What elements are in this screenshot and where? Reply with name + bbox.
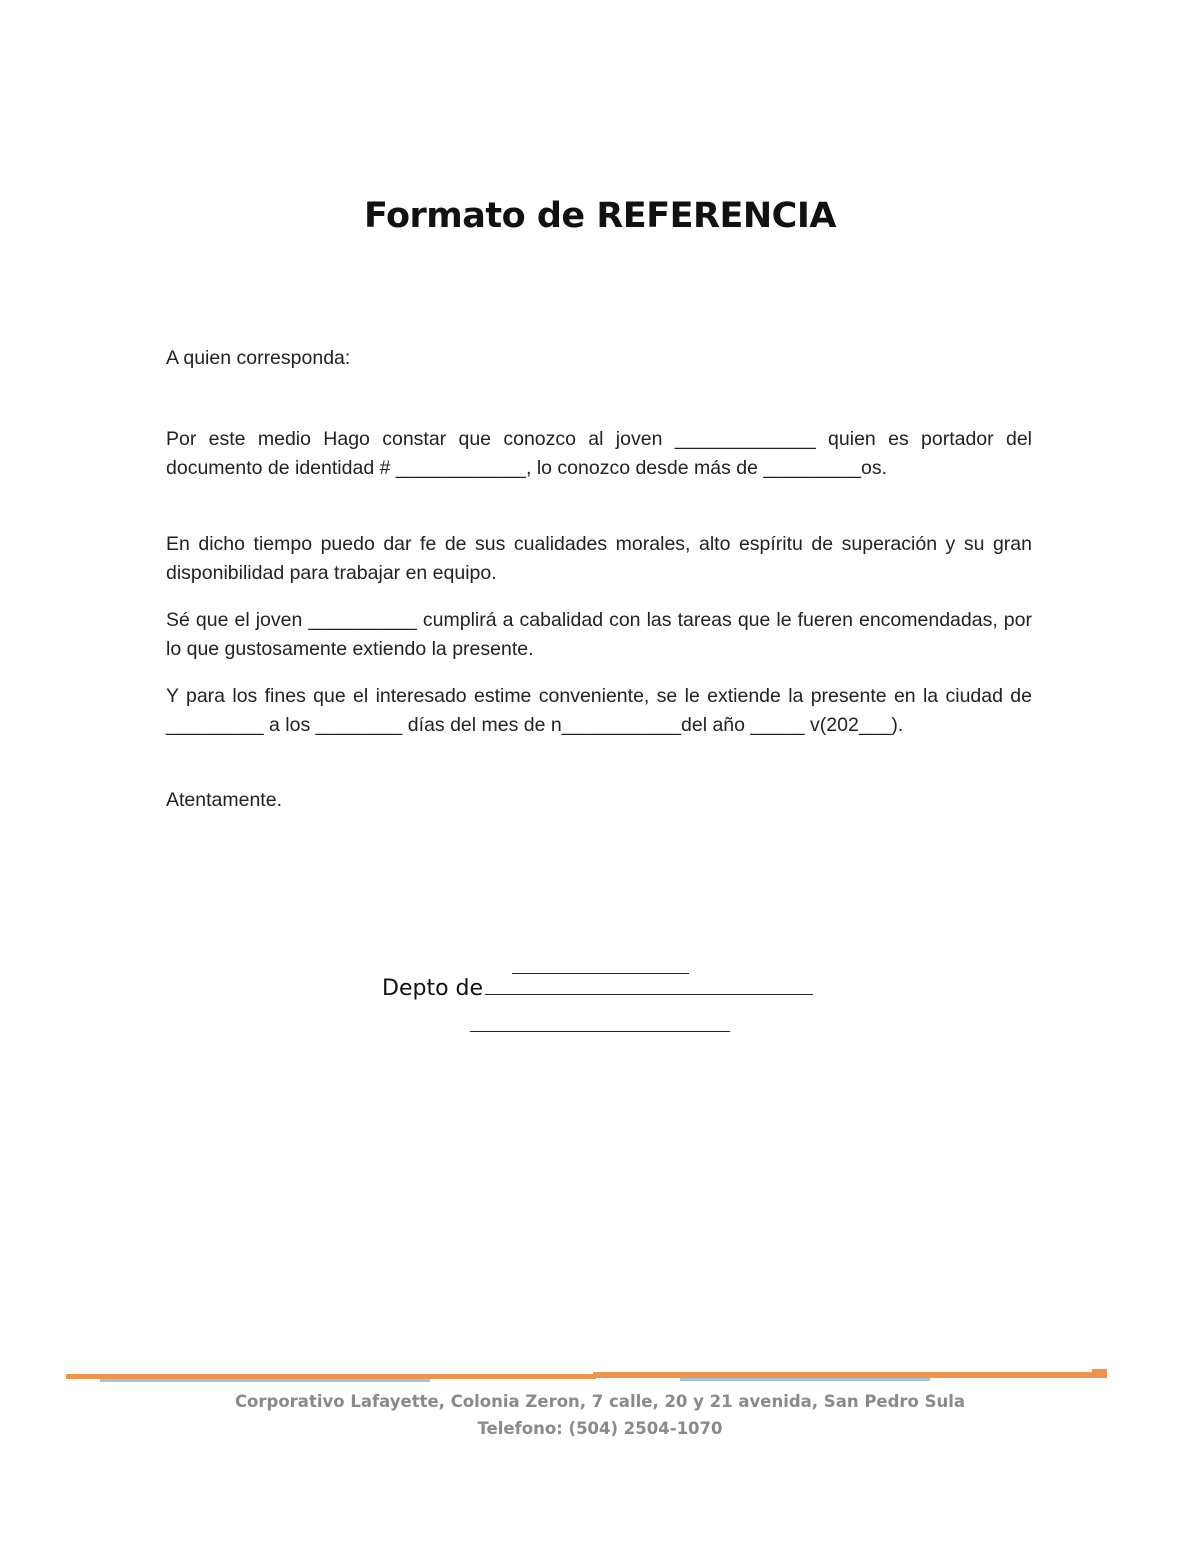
department-line [382, 976, 813, 1001]
footer-address: Corporativo Lafayette, Colonia Zeron, 7 calle, 20 y 21 avenida, San Pedro Sula [234, 1392, 966, 1411]
footer-bar-orange-left [66, 1374, 596, 1379]
paragraph-identity: Por este medio Hago constar que conozco al joven _____________ quien es portador del documento de identidad # ____________, lo conozco desde más de _________os. [166, 428, 1032, 479]
footer-phone: Telefono: (504) 2504-1070 [477, 1419, 723, 1438]
greeting: A quien corresponda: [166, 347, 351, 369]
name-line [470, 1031, 730, 1032]
paragraph-issuance: Y para los fines que el interesado estime conveniente, se le extiende la presente en la ciudad de _________ a los ________ días del mes de n___________del año _____ v(202___). [166, 685, 1032, 736]
footer-bar-orange-cap [1092, 1369, 1107, 1378]
footer-bar-blue-left [100, 1379, 430, 1382]
paragraph-commitment: Sé que el joven __________ cumplirá a cabalidad con las tareas que le fueren encomendadas, por lo que gustosamente extiendo la presente. [166, 609, 1032, 660]
footer-divider [0, 1367, 1200, 1387]
document-title: Formato de REFERENCIA [364, 196, 836, 236]
footer-bar-blue-right [680, 1378, 930, 1381]
department-label: Depto de [382, 976, 484, 1001]
closing: Atentamente. [166, 789, 282, 811]
footer-bar-orange-right [593, 1372, 1107, 1378]
paragraph-qualities: En dicho tiempo puedo dar fe de sus cualidades morales, alto espíritu de superación y su gran disponibilidad para trabajar en equipo. [166, 533, 1032, 584]
department-fill-line [485, 976, 813, 995]
signature-line [512, 973, 689, 974]
